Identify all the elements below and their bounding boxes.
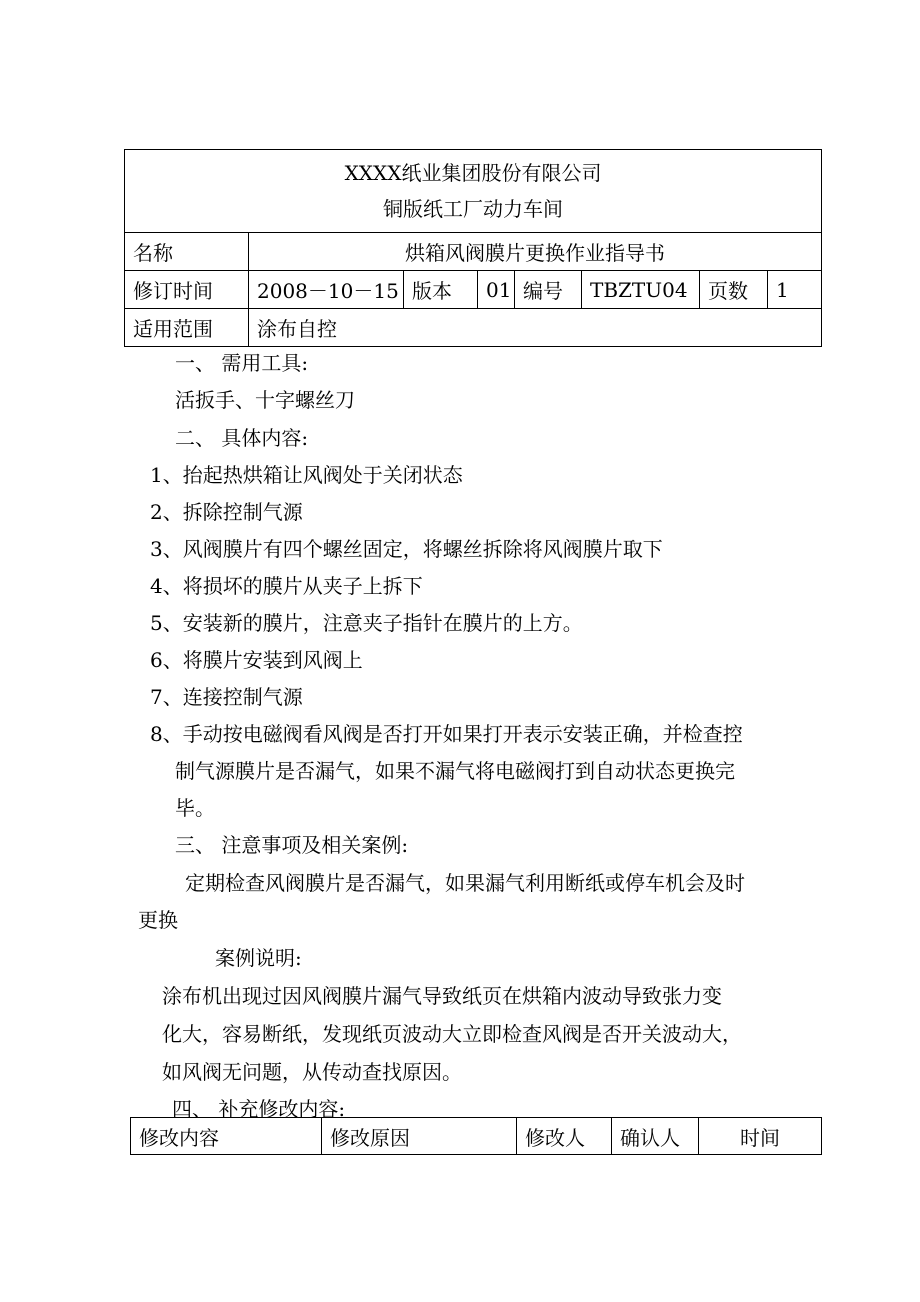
scope-label: 适用范围 <box>125 309 249 347</box>
pages-value: 1 <box>768 271 822 309</box>
scope-value: 涂布自控 <box>249 309 822 347</box>
header-table <box>124 149 822 347</box>
section-3-title: 三、 注意事项及相关案例: <box>175 833 409 857</box>
revision-label: 修订时间 <box>125 271 249 309</box>
section-2-title: 二、 具体内容: <box>175 426 309 450</box>
case-line: 化大，容易断纸，发现纸页波动大立即检查风阀是否开关波动大， <box>162 1022 742 1046</box>
note-line: 更换 <box>138 908 178 932</box>
tools-list: 活扳手、十字螺丝刀 <box>175 388 355 412</box>
workshop-name: 铜版纸工厂动力车间 <box>383 197 564 221</box>
title-cell <box>125 150 822 233</box>
step-item: 3、风阀膜片有四个螺丝固定，将螺丝拆除将风阀膜片取下 <box>150 537 663 561</box>
pages-label: 页数 <box>700 271 768 309</box>
company-name: XXXX纸业集团股份有限公司 <box>344 161 602 185</box>
step-item: 1、抬起热烘箱让风阀处于关闭状态 <box>150 463 463 487</box>
step-item: 2、拆除控制气源 <box>150 500 303 524</box>
version-value: 01 <box>478 271 515 309</box>
code-value: TBZTU04 <box>582 271 700 309</box>
step-item: 4、将损坏的膜片从夹子上拆下 <box>150 574 423 598</box>
note-line: 定期检查风阀膜片是否漏气，如果漏气利用断纸或停车机会及时 <box>185 871 745 895</box>
step-item: 5、安装新的膜片，注意夹子指针在膜片的上方。 <box>150 611 583 635</box>
revision-date: 2008－10－15 <box>249 271 404 309</box>
modification-table <box>130 1117 822 1155</box>
header-modifier: 修改人 <box>517 1118 612 1155</box>
case-line: 涂布机出现过因风阀膜片漏气导致纸页在烘箱内波动导致张力变 <box>162 984 722 1008</box>
case-title: 案例说明: <box>215 946 302 970</box>
name-label: 名称 <box>125 233 249 271</box>
header-time: 时间 <box>699 1118 822 1155</box>
document-title: 烘箱风阀膜片更换作业指导书 <box>249 233 822 271</box>
step-8-line: 制气源膜片是否漏气，如果不漏气将电磁阀打到自动状态更换完 <box>175 759 735 783</box>
section-1-title: 一、 需用工具: <box>175 351 309 375</box>
section-4-title: 四、 补充修改内容: <box>172 1097 346 1121</box>
case-line: 如风阀无问题，从传动查找原因。 <box>162 1060 462 1084</box>
version-label: 版本 <box>404 271 478 309</box>
header-modification-reason: 修改原因 <box>322 1118 517 1155</box>
step-8-line: 毕。 <box>175 796 215 820</box>
code-label: 编号 <box>515 271 582 309</box>
step-8-line: 8、手动按电磁阀看风阀是否打开如果打开表示安装正确，并检查控 <box>150 722 743 746</box>
header-confirmer: 确认人 <box>612 1118 699 1155</box>
step-item: 7、连接控制气源 <box>150 685 303 709</box>
header-modification-content: 修改内容 <box>131 1118 322 1155</box>
step-item: 6、将膜片安装到风阀上 <box>150 648 363 672</box>
